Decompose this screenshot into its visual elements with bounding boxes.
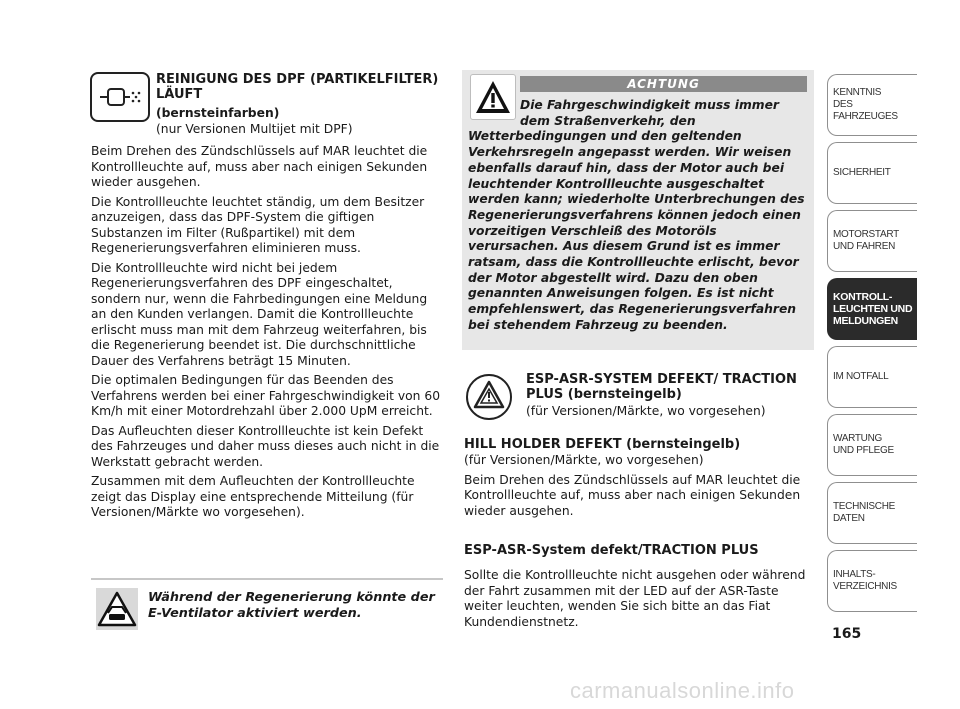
dpf-version-line: (nur Versionen Multijet mit DPF) xyxy=(156,121,353,136)
tab-im-notfall[interactable]: IM NOTFALL xyxy=(827,346,917,408)
warning-label: ACHTUNG xyxy=(520,76,807,92)
dpf-color-line: (bernsteinfarben) xyxy=(156,106,280,120)
tab-motorstart[interactable]: MOTORSTART UND FAHREN xyxy=(827,210,917,272)
paragraph: Die Kontrollleuchte leuchtet ständig, um dem Besitzer anzuzeigen, dass das DPF-System die giftigen Substanzen im Filter (Rußpartikel) mit dem Regenerierungsverfahren eliminieren muss. xyxy=(91,194,425,255)
paragraph: Die Kontrollleuchte wird nicht bei jedem Regenerierungsverfahren des DPF eingeschaltet, sondern nur, wenn die Fahrbedingungen eine Meldung an den Kunden verlangen. Damit die Kontrollleuchte erlischt muss man mit dem Fahrzeug weiterfahren, bis die Regenerierung beendet ist. Die durchschnittliche Dauer des Verfahrens beträgt 15 Minuten. xyxy=(91,260,428,368)
warning-lead: Die Fahrgeschwindigkeit muss immer dem Straßenverkehr, den xyxy=(520,98,779,128)
esp-defect-title: ESP-ASR-System defekt/TRACTION PLUS xyxy=(464,543,759,558)
tab-wartung[interactable]: WARTUNG UND PFLEGE xyxy=(827,414,917,476)
fan-warning-icon xyxy=(96,588,138,630)
tab-kontrollleuchten[interactable]: KONTROLL- LEUCHTEN UND MELDUNGEN xyxy=(827,278,917,340)
warning-text xyxy=(468,98,808,334)
tab-kenntnis[interactable]: KENNTNIS DES FAHRZEUGES xyxy=(827,74,917,136)
note-divider xyxy=(91,578,443,580)
fan-note: Während der Regenerierung könnte der E-Ventilator aktiviert werden. xyxy=(148,590,435,621)
hill-holder-subtitle: (für Versionen/Märkte, wo vorgesehen) xyxy=(464,453,704,467)
paragraph: Beim Drehen des Zündschlüssels auf MAR leuchtet die Kontrollleuchte auf, muss aber nach einigen Sekunden wieder ausgehen. xyxy=(464,472,801,518)
esp-triangle-icon xyxy=(464,372,514,422)
tab-technische-daten[interactable]: TECHNISCHE DATEN xyxy=(827,482,917,544)
warning-body: Wetterbedingungen und den geltenden Verkehrsregeln angepasst werden. Wir weisen ebenfalls darauf hin, dass der Motor auch bei leuchtender Kontrollleuchte ausgeschaltet werden kann; wiederholte Unterbrechungen des Regenerierungsverfahrens können jedoch einen vorzeitigen Verschleiß des Motoröls verursachen. Aus diesem Grund ist es immer ratsam, dass die Kontrollleuchte erlischt, bevor der Motor abgestellt wird. Dazu den oben genannten Anweisungen folgen. Es ist nicht empfehlenswert, das Regenerierungsverfahren bei stehendem Fahrzeug zu beenden. xyxy=(468,129,805,332)
watermark: carmanualsonline.info xyxy=(570,678,795,703)
dpf-subtitle xyxy=(156,106,456,137)
tab-sicherheit[interactable]: SICHERHEIT xyxy=(827,142,917,204)
dpf-body xyxy=(91,144,441,525)
esp-subtitle: (für Versionen/Märkte, wo vorgesehen) xyxy=(526,404,766,418)
paragraph: Beim Drehen des Zündschlüssels auf MAR leuchtet die Kontrollleuchte auf, muss aber nach einigen Sekunden wieder ausgehen. xyxy=(91,144,428,189)
page-number: 165 xyxy=(832,626,862,642)
paragraph: Das Aufleuchten dieser Kontrollleuchte ist kein Defekt des Fahrzeuges und daher muss dieses auch nicht in die Werkstatt gebracht werden. xyxy=(91,423,440,469)
hill-holder-body xyxy=(464,453,814,523)
dpf-filter-icon xyxy=(90,72,150,122)
paragraph: Die optimalen Bedingungen für das Beenden des Verfahrens werden bei einer Fahrgeschwindigkeit von 60 Km/h mit einer Motordrehzahl über 2.000 UpM erreicht. xyxy=(91,373,441,418)
hill-holder-title: HILL HOLDER DEFEKT (bernsteingelb) xyxy=(464,437,741,452)
esp-section-title: ESP-ASR-SYSTEM DEFEKT/ TRACTION PLUS (bernsteingelb) xyxy=(526,372,797,402)
esp-defect-body: Sollte die Kontrollleuchte nicht ausgehen oder während der Fahrt zusammen mit der LED auf der ASR-Taste weiter leuchten, wenden Sie sich bitte an das Fiat Kundendienstnetz. xyxy=(464,568,806,629)
paragraph: Zusammen mit dem Aufleuchten der Kontrollleuchte zeigt das Display eine entsprechende Mitteilung (für Versionen/Märkte wo vorgesehen). xyxy=(91,474,415,519)
tab-inhaltsverzeichnis[interactable]: INHALTS- VERZEICHNIS xyxy=(827,550,917,612)
dpf-section-title: REINIGUNG DES DPF (PARTIKELFILTER) LÄUFT xyxy=(156,72,439,102)
